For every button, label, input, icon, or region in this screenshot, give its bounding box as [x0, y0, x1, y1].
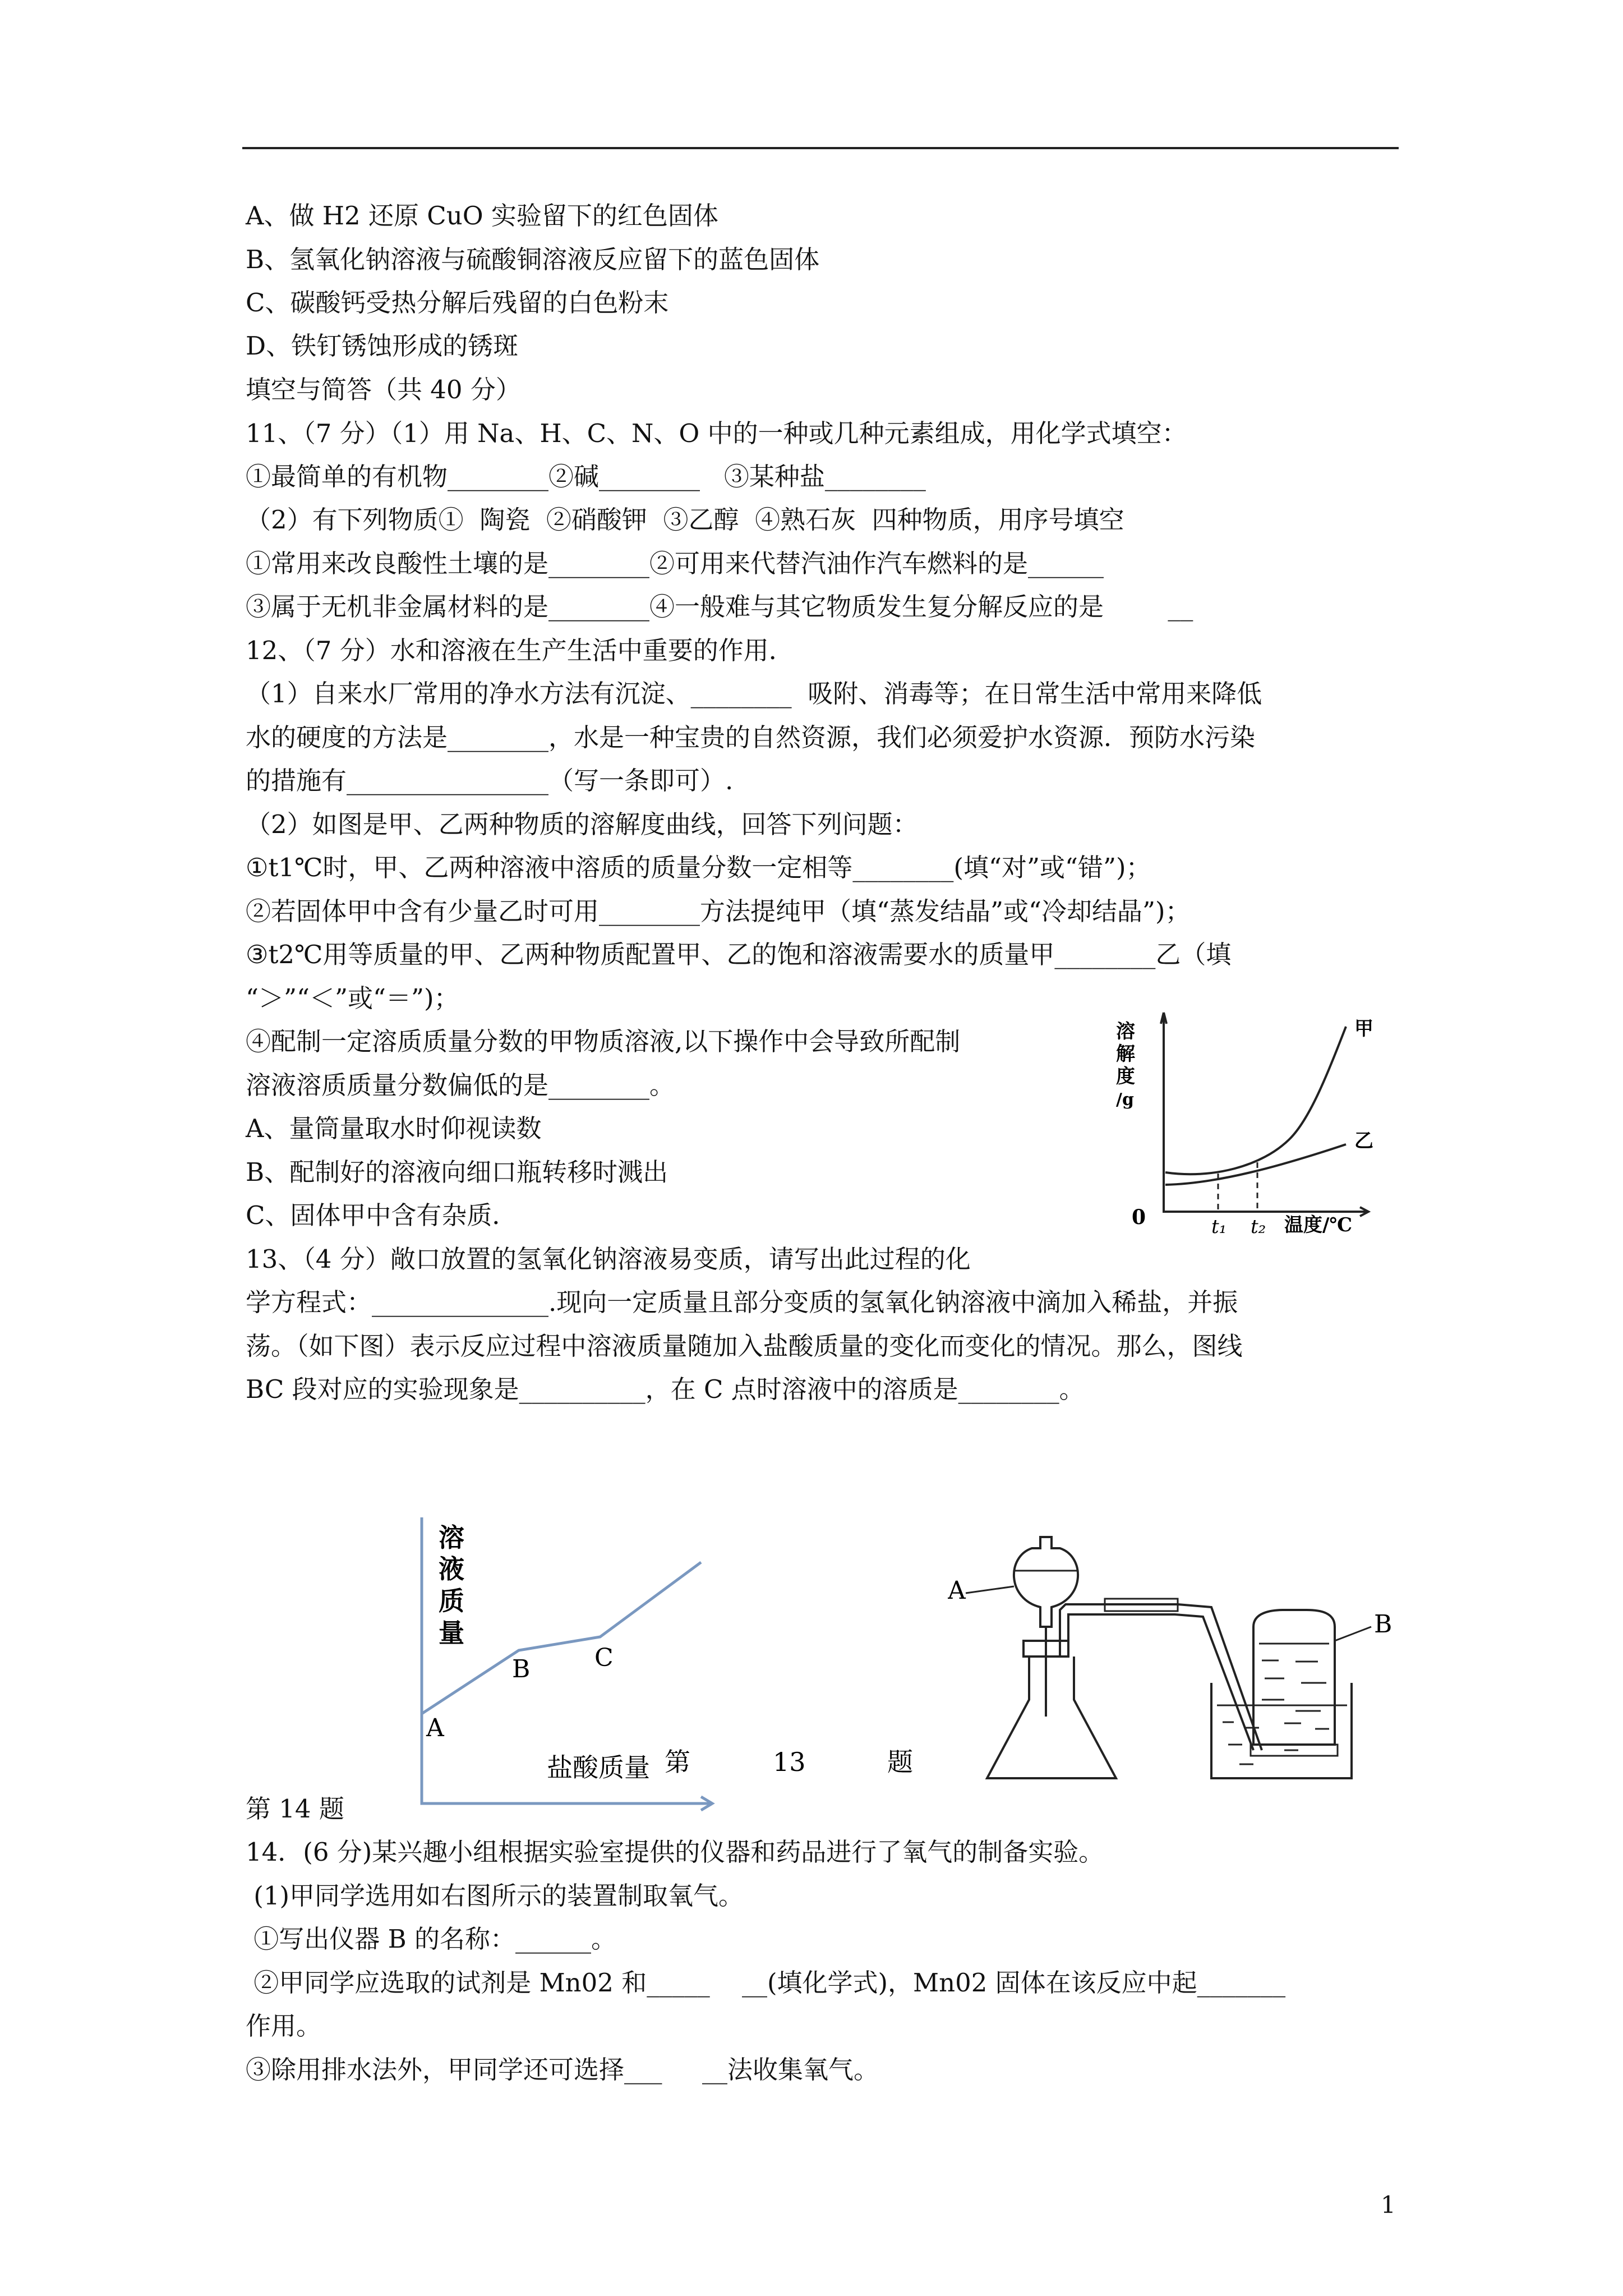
sol-ylabel-4: /g	[1116, 1090, 1134, 1110]
q12-line: 水的硬度的方法是________，水是一种宝贵的自然资源，我们必须爱护水资源．预防水污染	[246, 723, 1256, 752]
t2-label: t₂	[1251, 1216, 1266, 1238]
q14-stem: 14．(6 分)某兴趣小组根据实验室提供的仪器和药品进行了氧气的制备实验。	[246, 1837, 1104, 1867]
sol-ylabel-3: 度	[1116, 1065, 1135, 1088]
q12-line: ③t2℃用等质量的甲、乙两种物质配置甲、乙的饱和溶液需要水的质量甲________乙（填	[246, 940, 1232, 969]
q12-line: ②若固体甲中含有少量乙时可用________方法提纯甲（填“蒸发结晶”或“冷却结晶”)；	[246, 896, 1191, 926]
q12-line: ④配制一定溶质质量分数的甲物质溶液,以下操作中会导致所配制	[246, 1027, 961, 1056]
mass-ylabel-4: 量	[439, 1618, 464, 1648]
header-rule	[242, 147, 1399, 149]
oxygen-apparatus-diagram	[948, 1515, 1396, 1795]
apparatus-label-b: B	[1374, 1610, 1393, 1639]
q14-line: (1)甲同学选用如右图所示的装置制取氧气。	[246, 1881, 744, 1911]
q14-line: 作用。	[246, 2011, 322, 2041]
apparatus-label-a: A	[948, 1576, 966, 1605]
mass-xlabel: 盐酸质量	[547, 1752, 650, 1783]
q14-caption: 第 14 题	[246, 1794, 344, 1824]
section-heading: 填空与简答（共 40 分）	[246, 375, 521, 404]
label-jia: 甲	[1354, 1018, 1373, 1040]
q13-line: 荡。（如下图）表示反应过程中溶液质量随加入盐酸质量的变化而变化的情况。那么，图线	[246, 1331, 1243, 1361]
point-c-label: C	[594, 1644, 614, 1672]
sol-ylabel-2: 解	[1116, 1043, 1135, 1065]
solution-mass-graph	[409, 1517, 993, 1832]
q12-line: ①t1℃时，甲、乙两种溶液中溶质的质量分数一定相等________(填“对”或“错”)；	[246, 853, 1151, 882]
solubility-curve-figure	[1099, 1004, 1391, 1240]
q11-stem: 11、（7 分）（1）用 Na、H、C、N、O 中的一种或几种元素组成，用化学式填空：	[246, 418, 1187, 448]
t1-label: t₁	[1211, 1216, 1227, 1238]
mass-ylabel-3: 质	[439, 1586, 464, 1616]
q14-line: ③除用排水法外，甲同学还可选择___ __法收集氧气。	[246, 2055, 879, 2085]
origin-label: 0	[1132, 1205, 1146, 1229]
option-c: C、碳酸钙受热分解后残留的白色粉末	[246, 288, 669, 318]
label-yi: 乙	[1354, 1130, 1373, 1152]
option-d: D、铁钉锈蚀形成的锈斑	[246, 331, 519, 361]
caption-13-a: 第	[665, 1747, 690, 1777]
sol-xlabel: 温度/℃	[1284, 1214, 1353, 1236]
mass-ylabel-1: 溶	[439, 1522, 464, 1553]
q13-line: BC 段对应的实验现象是__________，在 C 点时溶液中的溶质是________。	[246, 1374, 1085, 1404]
caption-13-c: 题	[887, 1747, 913, 1777]
q12-line: （1）自来水厂常用的净水方法有沉淀、________ 吸附、消毒等；在日常生活中常用来降低	[246, 679, 1262, 708]
q14-line: ②甲同学应选取的试剂是 Mn02 和_____ __(填化学式)，Mn02 固体在该反应中起_______	[246, 1968, 1286, 1998]
option-a: A、做 H2 还原 CuO 实验留下的红色固体	[246, 201, 718, 231]
q12-line: 的措施有________________（写一条即可）.	[246, 766, 734, 795]
q13-stem: 13、（4 分）敞口放置的氢氧化钠溶液易变质，请写出此过程的化	[246, 1244, 971, 1274]
q12-line: “＞”“＜”或“＝”)；	[246, 983, 459, 1013]
q12-choice-c: C、固体甲中含有杂质．	[246, 1200, 518, 1230]
option-b: B、氢氧化钠溶液与硫酸铜溶液反应留下的蓝色固体	[246, 245, 820, 274]
q13-line: 学方程式：______________.现向一定质量且部分变质的氢氧化钠溶液中滴加入稀盐，并振	[246, 1287, 1238, 1317]
conical-flask	[987, 1657, 1116, 1778]
sol-ylabel-1: 溶	[1116, 1020, 1135, 1043]
q12-stem: 12、（7 分）水和溶液在生产生活中重要的作用．	[246, 636, 794, 665]
q11-line: ③属于无机非金属材料的是________④一般难与其它物质发生复分解反应的是 __	[246, 592, 1193, 622]
q12-choice-a: A、量筒量取水时仰视读数	[246, 1114, 542, 1143]
page-number: 1	[1381, 2191, 1396, 2219]
q12-choice-b: B、配制好的溶液向细口瓶转移时溅出	[246, 1157, 668, 1187]
curve-yi	[1165, 1144, 1346, 1185]
gas-collecting-bottle	[1253, 1610, 1335, 1745]
q11-line: ①最简单的有机物________②碱________ ③某种盐________	[246, 462, 926, 491]
q11-line: ①常用来改良酸性土壤的是________②可用来代替汽油作汽车燃料的是______	[246, 549, 1104, 578]
q12-line: 溶液溶质质量分数偏低的是________。	[246, 1070, 675, 1100]
point-a-label: A	[426, 1714, 444, 1742]
mass-ylabel-2: 液	[439, 1554, 464, 1584]
q11-part2: （2）有下列物质① 陶瓷 ②硝酸钾 ③乙醇 ④熟石灰 四种物质，用序号填空	[246, 505, 1124, 535]
q12-part2: （2）如图是甲、乙两种物质的溶解度曲线，回答下列问题：	[246, 809, 918, 839]
q14-line: ①写出仪器 B 的名称：______。	[246, 1924, 616, 1954]
point-b-label: B	[512, 1655, 531, 1683]
caption-13-b: 13	[773, 1747, 806, 1777]
